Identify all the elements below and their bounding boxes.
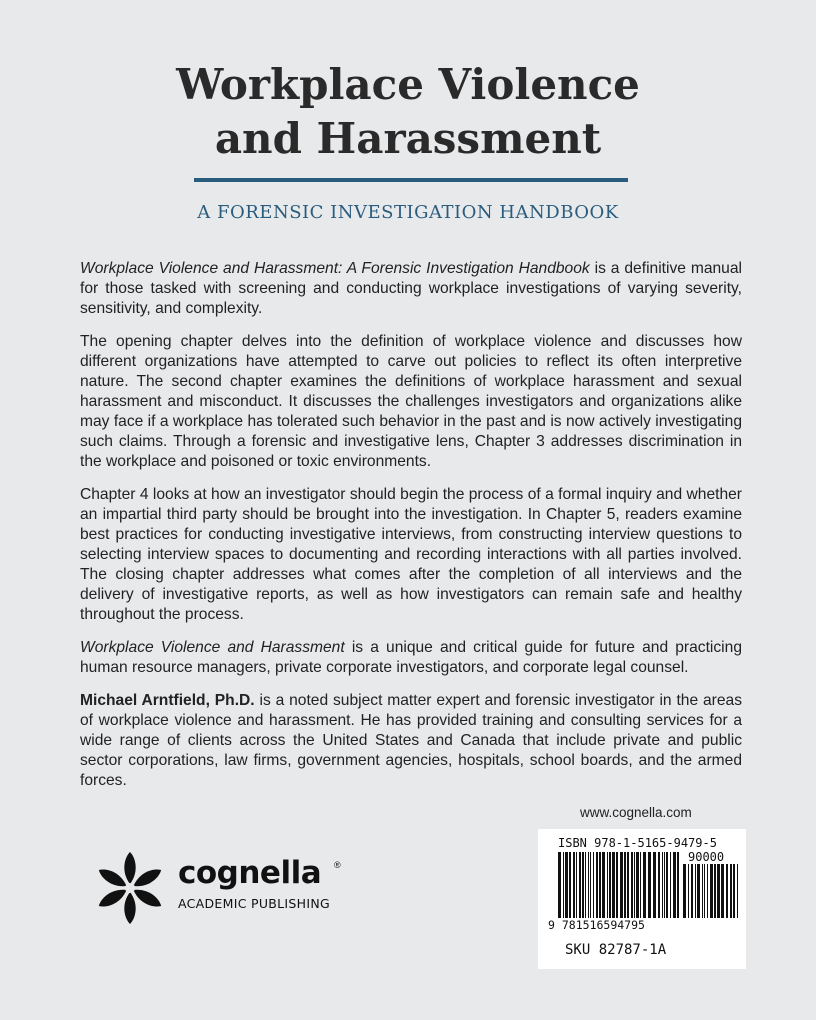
publisher-name: cognella [178, 855, 322, 891]
barcode-bar [599, 852, 601, 918]
barcode-bar [565, 852, 568, 918]
barcode-bar [573, 852, 575, 918]
paragraph-2: The opening chapter delves into the definition of workplace violence and discusses how different organizations have attempted to carve out policies to reflect its often interpretive nature. The second chapter examines the definitions of workplace harassment and sexual harassment and misconduct. It discusses the challenges investigators and organizations alike may face if a workplace has tolerated such behavior in the past and is now actively investigating such claims. Through a forensic and investigative lens, Chapter 3 addresses discrimination in the workplace and poisoned or toxic environments. [80, 333, 742, 470]
isbn-label: ISBN 978-1-5165-9479-5 [558, 836, 717, 850]
barcode-bar [662, 852, 663, 918]
author-name: Michael Arntfield, Ph.D. [80, 692, 255, 709]
barcode-bar [631, 852, 633, 918]
author-bio [80, 691, 742, 791]
sku-label: SKU 82787-1A [565, 942, 667, 958]
barcode-bar [590, 852, 591, 918]
barcode-bar [726, 864, 728, 918]
barcode-bar [702, 864, 703, 918]
barcode-bar [664, 852, 665, 918]
addon-barcode-bars [683, 864, 741, 918]
barcode-bar [616, 852, 618, 918]
barcode-bar [730, 864, 732, 918]
barcode-bar [648, 852, 651, 918]
barcode-bar [569, 852, 571, 918]
barcode-bar [666, 852, 668, 918]
price-code: 90000 [688, 850, 725, 864]
barcode-bar [733, 864, 735, 918]
barcode-bar [607, 852, 608, 918]
barcode-bar [688, 864, 689, 918]
barcode-bar [653, 852, 656, 918]
book-title [0, 58, 816, 166]
blurb [80, 259, 742, 804]
barcode-bar [643, 852, 646, 918]
barcode-bar [721, 864, 724, 918]
title-divider [194, 178, 628, 182]
barcode-bar [634, 852, 635, 918]
barcode-bar [677, 852, 679, 918]
paragraph-4-text: is a unique and critical guide for future and practicing human resource managers, private corporate investigators, and corporate legal counsel. [80, 639, 742, 676]
barcode-bar [563, 852, 564, 918]
barcode-bar [691, 864, 693, 918]
publisher-url[interactable]: www.cognella.com [580, 805, 692, 820]
barcode-bar [627, 852, 629, 918]
barcode-bar [695, 864, 696, 918]
barcode-bar [673, 852, 676, 918]
barcode-bar [710, 864, 713, 918]
book-title-italic: Workplace Violence and Harassment: A Forensic Investigation Handbook [80, 260, 590, 277]
barcode-bar [602, 852, 605, 918]
paragraph-4 [80, 638, 742, 678]
publisher-tagline: ACADEMIC PUBLISHING [178, 896, 330, 911]
barcode-bar [714, 864, 716, 918]
barcode-bar [737, 864, 738, 918]
book-title-italic-2: Workplace Violence and Harassment [80, 639, 345, 656]
barcode-bar [683, 864, 686, 918]
barcode-bar [640, 852, 641, 918]
barcode-bar [609, 852, 611, 918]
paragraph-1-text: is a definitive manual for those tasked with screening and conducting workplace investigations of varying severity, sensitivity, and complexity. [80, 260, 742, 317]
barcode-bar [697, 864, 700, 918]
barcode-bar [717, 864, 720, 918]
ean-barcode-bars [558, 852, 680, 918]
barcode-bar [612, 852, 615, 918]
barcode-bar [596, 852, 598, 918]
barcode-bar [593, 852, 594, 918]
barcode-bar [636, 852, 639, 918]
barcode-bar [576, 852, 577, 918]
barcode-bar [658, 852, 660, 918]
title-line-2: and Harassment [214, 114, 602, 163]
barcode-bar [579, 852, 581, 918]
author-bio-text: is a noted subject matter expert and forensic investigator in the areas of workplace violence and harassment. He has provided training and consulting services for a wide range of clients across the United States and Canada that include private and public sector corporations, law firms, government agencies, hospitals, school boards, and the armed forces. [80, 692, 742, 789]
ean-remaining-digits: 781516594795 [561, 918, 645, 932]
barcode-bar [558, 852, 561, 918]
barcode-bar [670, 852, 671, 918]
ean-first-digit: 9 [548, 918, 555, 932]
ean-digits [548, 918, 645, 932]
barcode-bar [588, 852, 589, 918]
barcode-bar [620, 852, 623, 918]
paragraph-1 [80, 259, 742, 319]
barcode-bar [582, 852, 584, 918]
registered-mark: ® [334, 860, 341, 870]
barcode-bar [624, 852, 626, 918]
paragraph-3: Chapter 4 looks at how an investigator should begin the process of a formal inquiry and whether an impartial third party should be brought into the investigation. In Chapter 5, readers examine best practices for conducting investigative interviews, from constructing interview questions to selecting interview spaces to documenting and recording interactions with all parties involved. The closing chapter addresses what comes after the completion of all interviews and the delivery of investigative reports, as well as how investigators can remain safe and healthy throughout the process. [80, 486, 742, 623]
barcode-bar [585, 852, 586, 918]
barcode-bar [707, 864, 708, 918]
book-subtitle: A FORENSIC INVESTIGATION HANDBOOK [197, 202, 619, 223]
barcode-bar [704, 864, 705, 918]
title-line-1: Workplace Violence [176, 60, 640, 109]
